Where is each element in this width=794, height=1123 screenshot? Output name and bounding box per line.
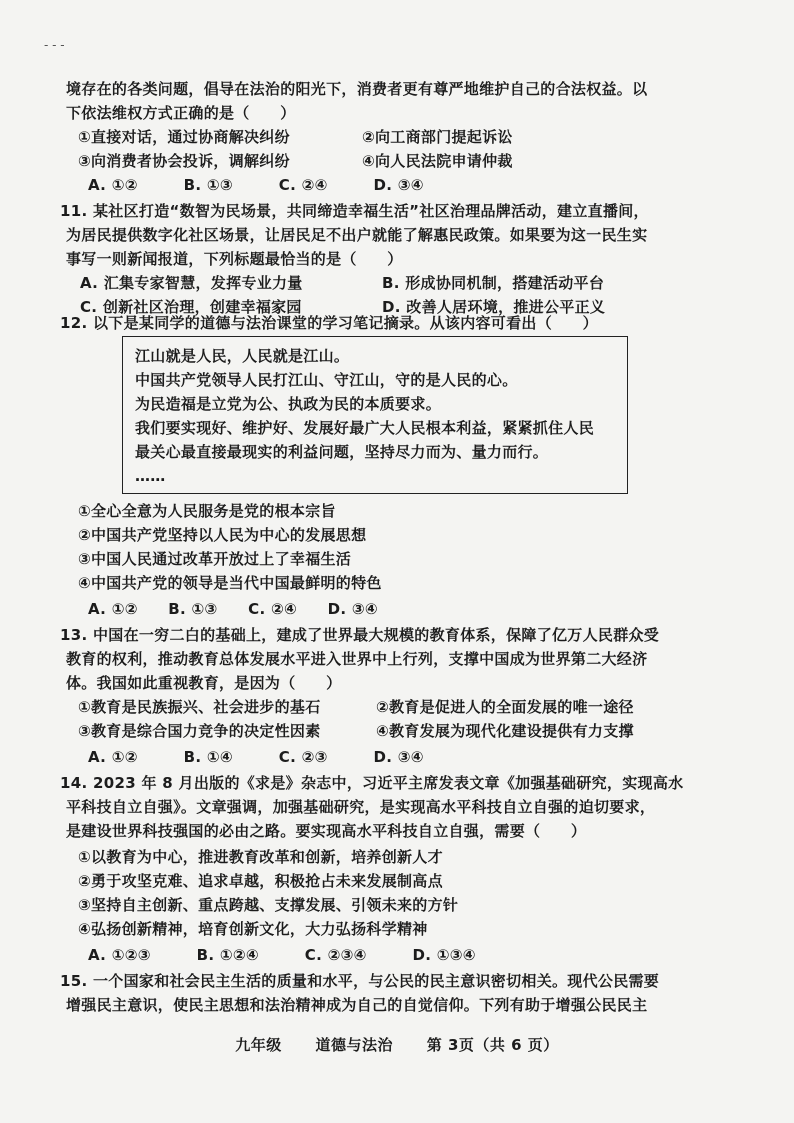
q10-stem-line1: 境存在的各类问题，倡导在法治的阳光下，消费者更有尊严地维护自己的合法权益。以 [66, 80, 648, 98]
q12-option-1: ①全心全意为人民服务是党的根本宗旨 [78, 502, 336, 520]
q11-option-b: B. 形成协同机制，搭建活动平台 [382, 274, 605, 292]
q13-option-1: ①教育是民族振兴、社会进步的基石 [78, 698, 321, 716]
q11-stem-line3: 事写一则新闻报道，下列标题最恰当的是（ ） [66, 250, 403, 268]
q13-answer-choices: A. ①② B. ①④ C. ②③ D. ③④ [88, 748, 424, 766]
q14-stem-line3: 是建设世界科技强国的必由之路。要实现高水平科技自立自强，需要（ ） [66, 822, 587, 840]
q10-stem-line2: 下依法维权方式正确的是（ ） [66, 104, 296, 122]
q14-option-2: ②勇于攻坚克难、追求卓越，积极抢占未来发展制高点 [78, 872, 443, 890]
q12-answer-choices: A. ①② B. ①③ C. ②④ D. ③④ [88, 600, 378, 618]
notes-line-4: 我们要实现好、维护好、发展好最广大人民根本利益，紧紧抓住人民 [135, 419, 595, 437]
q15-stem-line2: 增强民主意识，使民主思想和法治精神成为自己的自觉信仰。下列有助于增强公民民主 [66, 996, 648, 1014]
q15-stem-line1: 15. 一个国家和社会民主生活的质量和水平，与公民的民主意识密切相关。现代公民需要 [60, 972, 660, 990]
q14-stem-line2: 平科技自立自强》。文章强调，加强基础研究，是实现高水平科技自立自强的迫切要求， [66, 798, 656, 816]
q11-stem-line1: 11. 某社区打造“数智为民场景，共同缔造幸福生活”社区治理品牌活动，建立直播间， [60, 202, 649, 220]
q12-option-3: ③中国人民通过改革开放过上了幸福生活 [78, 550, 352, 568]
notes-line-3: 为民造福是立党为公、执政为民的本质要求。 [135, 395, 442, 413]
q10-option-1: ①直接对话，通过协商解决纠纷 [78, 128, 290, 146]
q11-option-a: A. 汇集专家智慧，发挥专业力量 [80, 274, 303, 292]
q14-option-1: ①以教育为中心，推进教育改革和创新，培养创新人才 [78, 848, 443, 866]
q10-option-3: ③向消费者协会投诉，调解纠纷 [78, 152, 290, 170]
q10-answer-choices: A. ①② B. ①③ C. ②④ D. ③④ [88, 176, 424, 194]
q14-stem-line1: 14. 2023 年 8 月出版的《求是》杂志中，习近平主席发表文章《加强基础研究，实现高水 [60, 774, 684, 792]
q11-stem-line2: 为居民提供数字化社区场景，让居民足不出户就能了解惠民政策。如果要为这一民生实 [66, 226, 648, 244]
q13-stem-line1: 13. 中国在一穷二白的基础上，建成了世界最大规模的教育体系，保障了亿万人民群众受 [60, 626, 660, 644]
q10-option-4: ④向人民法院申请仲裁 [362, 152, 513, 170]
notes-line-2: 中国共产党领导人民打江山、守江山，守的是人民的心。 [135, 371, 518, 389]
footer-subject: 道德与法治 [315, 1036, 393, 1054]
q13-option-3: ③教育是综合国力竞争的决定性因素 [78, 722, 321, 740]
q12-stem: 12. 以下是某同学的道德与法治课堂的学习笔记摘录。从该内容可看出（ ） [60, 314, 598, 332]
q14-option-3: ③坚持自主创新、重点跨越、支撑发展、引领未来的方针 [78, 896, 459, 914]
footer-page-number: 第 3页（共 6 页） [426, 1036, 559, 1054]
q11-option-c: C. 创新社区治理，创建幸福家园 [80, 298, 302, 316]
q14-option-4: ④弘扬创新精神，培育创新文化，大力弘扬科学精神 [78, 920, 428, 938]
study-notes-box [122, 336, 628, 494]
q12-option-2: ②中国共产党坚持以人民为中心的发展思想 [78, 526, 367, 544]
q13-option-2: ②教育是促进人的全面发展的唯一途径 [376, 698, 634, 716]
q13-option-4: ④教育发展为现代化建设提供有力支撑 [376, 722, 634, 740]
q14-answer-choices: A. ①②③ B. ①②④ C. ②③④ D. ①③④ [88, 946, 476, 964]
footer-grade: 九年级 [235, 1036, 282, 1054]
notes-line-5: 最关心最直接最现实的利益问题，坚持尽力而为、量力而行。 [135, 443, 549, 461]
q10-option-2: ②向工商部门提起诉讼 [362, 128, 513, 146]
q13-stem-line3: 体。我国如此重视教育，是因为（ ） [66, 674, 342, 692]
q11-option-d: D. 改善人居环境，推进公平正义 [382, 298, 606, 316]
page-footer [0, 1034, 794, 1055]
q13-stem-line2: 教育的权利，推动教育总体发展水平进入世界中上行列，支撑中国成为世界第二大经济 [66, 650, 648, 668]
notes-line-6: …… [135, 467, 166, 485]
scan-mark: - - - [44, 38, 65, 52]
q12-option-4: ④中国共产党的领导是当代中国最鲜明的特色 [78, 574, 382, 592]
notes-line-1: 江山就是人民，人民就是江山。 [135, 347, 350, 365]
